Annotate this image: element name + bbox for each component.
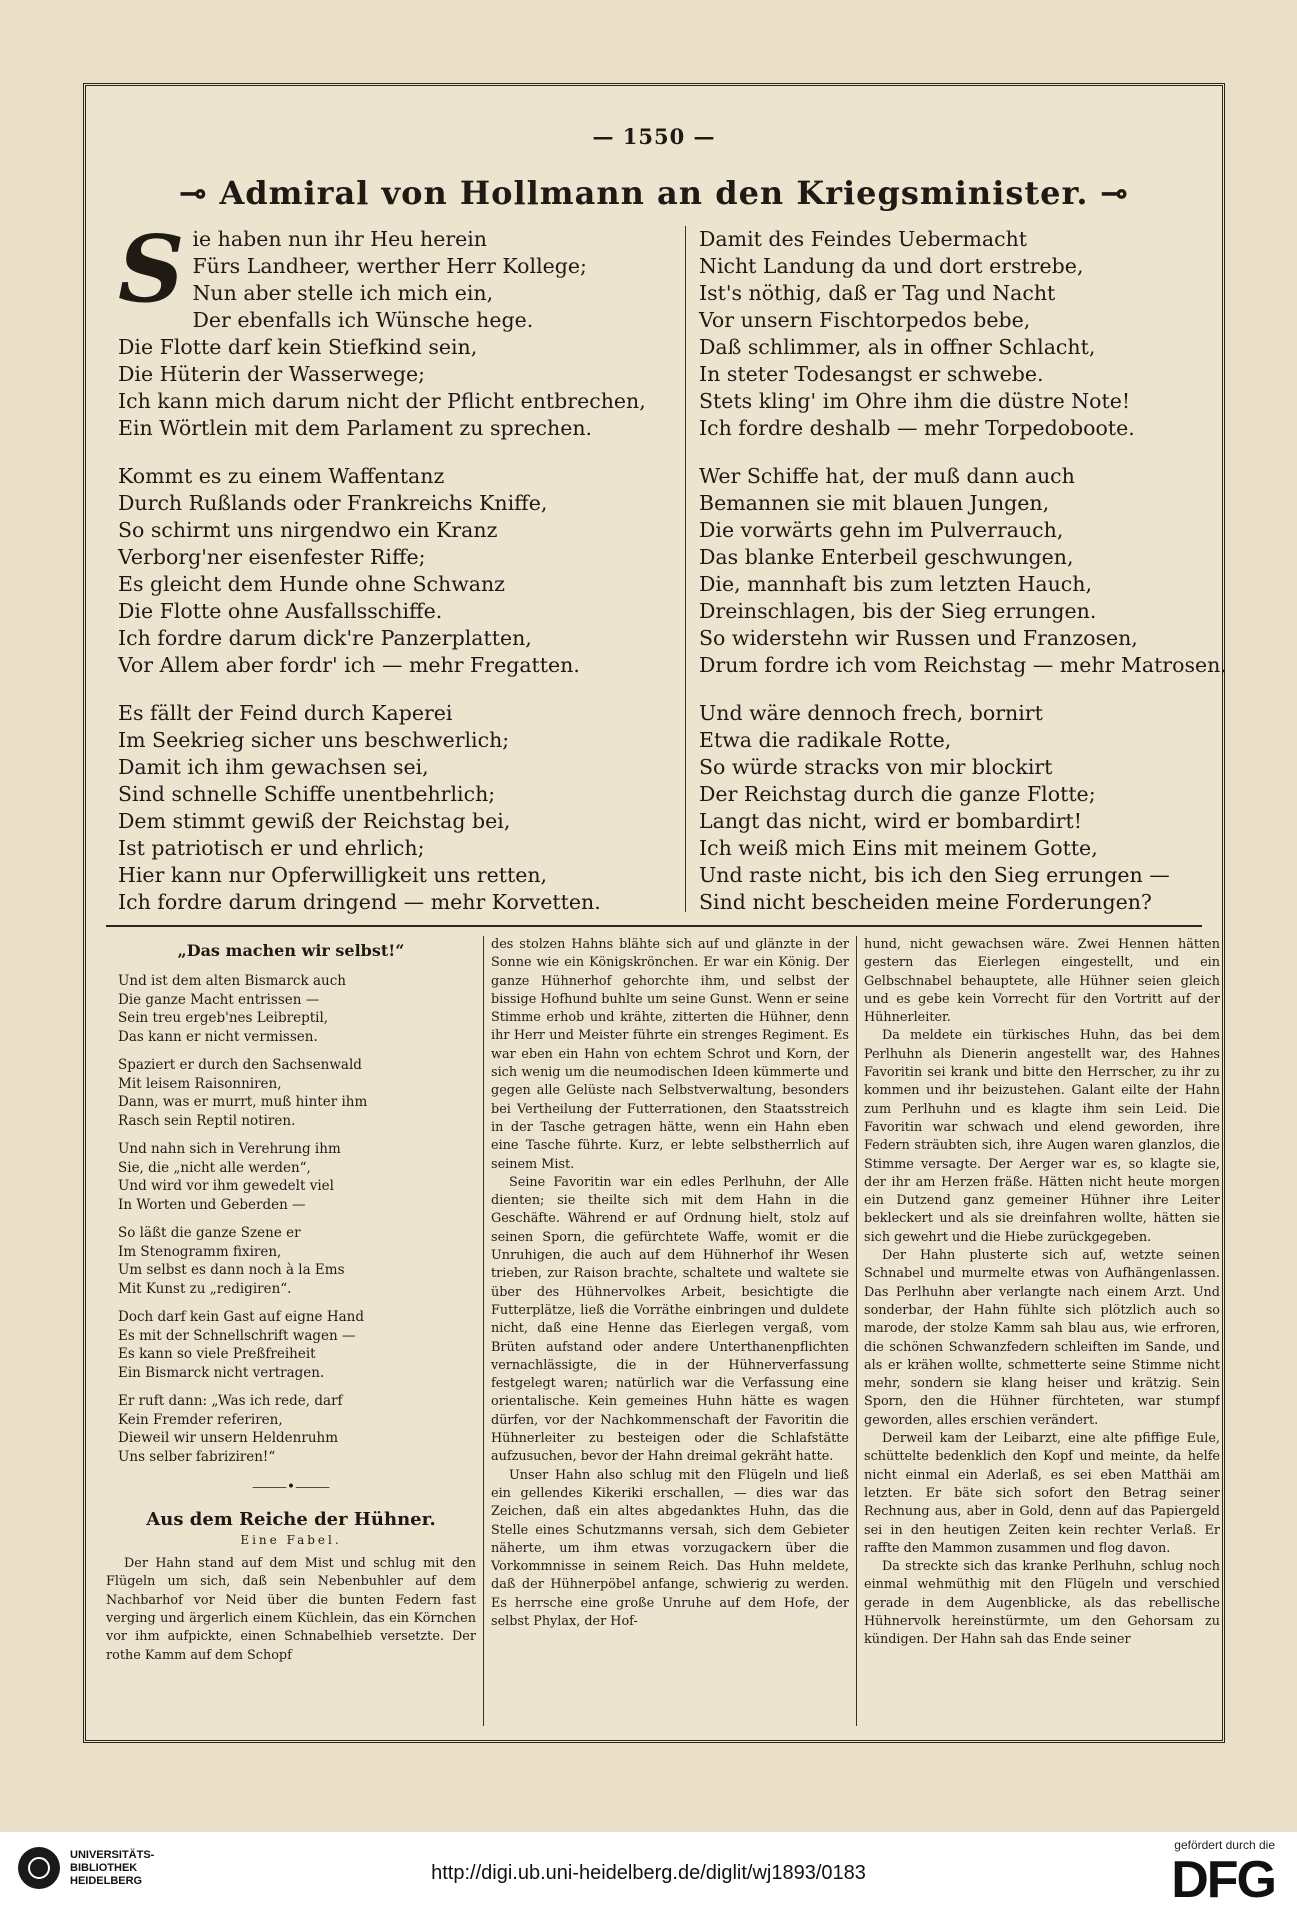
poem-line: Langt das nicht, wird er bombardirt! [699,809,1083,833]
text-column-2 [491,936,849,1631]
poem-line: Sein treu ergeb'nes Leibreptil, [118,1010,329,1027]
poem-line: Die vorwärts gehn im Pulverrauch, [699,518,1064,542]
poem-line: Und wird vor ihm gewedelt viel [118,1178,334,1195]
story-paragraph: Da streckte sich das kranke Perlhuhn, schlug noch einmal wehmüthig mit den Flügeln und verschied gerade in dem Augenblicke, als das rebellische Hühnervolk hereinstürmte, um den Gehorsam zu kündigen. Der Hahn sah das Ende seiner [864,1559,1220,1648]
funder-logo [1171,1838,1275,1908]
poem-line: Er ruft dann: „Was ich rede, darf [118,1393,343,1410]
dfg-logo: DFG [1171,1851,1275,1909]
permalink[interactable]: http://digi.ub.uni-heidelberg.de/diglit/wj1893/0183 [431,1862,866,1884]
poem-line: Und raste nicht, bis ich den Sieg errungen — [699,863,1170,887]
poem-line: Etwa die radikale Rotte, [699,728,952,752]
page-title: ⊸ Admiral von Hollmann an den Kriegsminister. ⊸ [179,174,1129,212]
story-paragraph: Derweil kam der Leibarzt, eine alte pfiffige Eule, schüttelte bedenklich den Kopf und meinte, da helfe nicht einmal ein Aderlaß, es sei eben Matthäi am letzten. Er bäte sich sofort den Betrag seiner Rechnung aus, aber in Gold, denn auf das Papiergeld sei in den heutigen Zeiten kein rechter Verlaß. Er raffte den Mammon zusammen und flog davon. [864,1431,1220,1556]
poem-line: Ich weiß mich Eins mit meinem Gotte, [699,836,1098,860]
poem-line: Dem stimmt gewiß der Reichstag bei, [118,809,511,833]
poem-line: Vor Allem aber fordr' ich — mehr Fregatten. [118,653,580,677]
poem-column-divider [685,226,686,912]
poem-stanza [699,226,1239,442]
poem-line: Die ganze Macht entrissen — [118,991,320,1008]
column-divider [483,936,484,1726]
poem-line: Im Seekrieg sicher uns beschwerlich; [118,728,510,752]
poem-line: So würde stracks von mir blockirt [699,755,1053,779]
poem-line: Die Hüterin der Wasserwege; [118,362,426,386]
poem-line: Uns selber fabriziren!“ [118,1448,276,1465]
library-name: UNIVERSITÄTS- BIBLIOTHEK HEIDELBERG [70,1848,155,1887]
poem-line: Es gleicht dem Hunde ohne Schwanz [118,572,505,596]
poem-left-column [118,215,658,937]
poem-line: Das blanke Enterbeil geschwungen, [699,545,1074,569]
story-paragraph: Der Hahn plusterte sich auf, wetzte seinen Schnabel und murmelte etwas von Aufhängenlassen. Das Perlhuhn aber verlangte nach einem Arzt. Und sonderbar, der Hahn fühlte sich plötzlich auch so marode, der stolze Kamm sah blau aus, wie erfroren, die schönen Schwanzfedern schleiften im Sande, und als er krähen wollte, schmetterte seine Stimme nicht mehr, sondern sie klang heiser und krätzig. Sein Sporn, den die Hühner fürchteten, war stumpf geworden, alles erschien verändert. [864,1248,1220,1428]
story-subtitle: Eine Fabel. [240,1532,342,1547]
poem-line: Hier kann nur Opferwilligkeit uns retten, [118,863,548,887]
poem-line: Ich fordre deshalb — mehr Torpedoboote. [699,416,1135,440]
text-column-1 [106,936,476,1665]
poem-line: Ist patriotisch er und ehrlich; [118,836,425,860]
poem-line: In Worten und Geberden — [118,1196,306,1213]
poem-line: Die Flotte ohne Ausfallsschiffe. [118,599,443,623]
poem-stanza [118,700,658,916]
poem-line: Die Flotte darf kein Stiefkind sein, [118,335,478,359]
poem-stanza [118,1056,476,1130]
poem-line: Dreinschlagen, bis der Sieg errungen. [699,599,1097,623]
poem-stanza [118,1308,476,1382]
poem-line: Ich fordre darum dick're Panzerplatten, [118,626,532,650]
poem-line: Der ebenfalls ich Wünsche hege. [192,308,534,332]
poem-line: Ich kann mich darum nicht der Pflicht entbrechen, [118,389,646,413]
poem-line: Stets kling' im Ohre ihm die düstre Note! [699,389,1131,413]
poem-stanza [118,1140,476,1214]
poem-line: Im Stenogramm fixiren, [118,1243,282,1260]
poem-line: Damit ich ihm gewachsen sei, [118,755,429,779]
story-paragraph: Da meldete ein türkisches Huhn, das bei dem Perlhuhn als Dienerin angestellt war, des Hahnes Favoritin sei krank und bitte den Herrscher, zu ihr zu kommen und ihr beizustehen. Galant eilte der Hahn zum Perlhuhn und es klagte ihm sein Leid. Die Favoritin war schwach und elend geworden, ihre Federn sträubten sich, ihre Augen waren glanzlos, die Stimme versagte. Der Aerger war es, so klagte sie, der ihr am Herzen fräße. Hätten nicht heute morgen ein Dutzend ganz gemeiner Hühner ihre Leiter bekleckert und als sie dreinfahren wollte, hätten sie sich gewehrt und die Hiebe zurückgegeben. [864,1028,1220,1245]
poem-line: Und ist dem alten Bismarck auch [118,973,346,990]
story-paragraph: des stolzen Hahns blähte sich auf und glänzte in der Sonne wie ein Königskrönchen. Er war ein König. Der ganze Hühnerhof gehorchte ihm, und selbst der bissige Hofhund buhlte um seine Gunst. Wenn er seine Stimme erhob und krähte, zitterten die Hühner, denn ihr Herr und Meister führte ein strenges Regiment. Es war eben ein Hahn von echtem Schrot und Korn, der sich wenig um die neumodischen Ideen kümmerte und gegen alle Gelüste nach Selbstverwaltung, besonders bei Vertheilung der Futterrationen, den Staatsstreich in der Tasche getragen hätte, wenn ein Hahn eben eine Tasche führte. Kurz, er lebte selbstherrlich auf seinem Mist. [491,937,849,1172]
text-column-3 [864,936,1220,1650]
column-divider [856,936,857,1726]
story-paragraph: Unser Hahn also schlug mit den Flügeln und ließ ein gellendes Kikeriki erschallen, — dies war das Zeichen, daß ein altes abgedanktes Huhn, das die Stelle eines Schutzmanns versah, sich dem Gebieter näherte, um ihm etwas vorzugackern über die Vorkommnisse in seinem Reich. Das Huhn meldete, daß der Hühnerpöbel anfange, schwierig zu werden. Es herrsche eine große Unruhe auf dem Hofe, der selbst Phylax, der Hof- [491,1467,849,1629]
poem-stanza [118,215,658,442]
poem-line: Und nahn sich in Verehrung ihm [118,1141,341,1158]
poem-line: Doch darf kein Gast auf eigne Hand [118,1309,364,1326]
poem-line: Es kann so viele Preßfreiheit [118,1346,316,1363]
section-divider [106,925,1202,927]
poem-stanza [118,1224,476,1298]
poem-line: Sie, die „nicht alle werden“, [118,1159,311,1176]
poem-line: Um selbst es dann noch à la Ems [118,1262,345,1279]
poem-line: Ich fordre darum dringend — mehr Korvetten. [118,890,601,914]
story-paragraph: Der Hahn stand auf dem Mist und schlug mit den Flügeln um sich, daß sein Nebenbuhler auf dem Nachbarhof vor Neid über die bunten Federn fast verging und ärgerlich einem Küchlein, das ein Körnchen vor ihm aufpickte, einen Schnabelhieb versetzte. Der rothe Kamm auf dem Schopf [106,1556,476,1663]
poem-line: Die, mannhaft bis zum letzten Hauch, [699,572,1092,596]
poem-line: Ein Bismarck nicht vertragen. [118,1364,325,1381]
poem-line: Kein Fremder referiren, [118,1411,283,1428]
poem-line: So läßt die ganze Szene er [118,1225,301,1242]
digitization-footer [0,1832,1297,1926]
poem-line: So schirmt uns nirgendwo ein Kranz [118,518,498,542]
poem-line: Der Reichstag durch die ganze Flotte; [699,782,1096,806]
poem-line: Daß schlimmer, als in offner Schlacht, [699,335,1096,359]
poem-line: Damit des Feindes Uebermacht [699,227,1028,251]
poem-line: Verborg'ner eisenfester Riffe; [118,545,426,569]
poem-line: Das kann er nicht vermissen. [118,1028,318,1045]
poem-line: Sind schnelle Schiffe unentbehrlich; [118,782,496,806]
poem-line: Spaziert er durch den Sachsenwald [118,1057,362,1074]
poem-right-column [699,226,1239,937]
poem-line: Kommt es zu einem Waffentanz [118,464,445,488]
poem-line: Es mit der Schnellschrift wagen — [118,1327,356,1344]
funding-note: gefördert durch die [1174,1838,1275,1852]
poem-title: „Das machen wir selbst!“ [177,941,405,960]
story-title: Aus dem Reiche der Hühner. [146,1508,436,1530]
poem-line: Dann, was er murrt, muß hinter ihm [118,1094,368,1111]
poem-line: Ein Wörtlein mit dem Parlament zu sprechen. [118,416,593,440]
poem-line: Dieweil wir unsern Heldenruhm [118,1430,339,1447]
poem-line: Rasch sein Reptil notiren. [118,1112,296,1129]
poem-line: Bemannen sie mit blauen Jungen, [699,491,1050,515]
poem-line: Drum fordre ich vom Reichstag — mehr Matrosen. [699,653,1227,677]
poem-line: Fürs Landheer, werther Herr Kollege; [192,254,587,278]
poem-stanza [118,972,476,1046]
poem-stanza [118,1392,476,1466]
poem-line: Sind nicht bescheiden meine Forderungen? [699,890,1152,914]
poem-line: Durch Rußlands oder Frankreichs Kniffe, [118,491,548,515]
poem-stanza [118,463,658,679]
poem-line: In steter Todesangst er schwebe. [699,362,1044,386]
poem-line: Vor unsern Fischtorpedos bebe, [699,308,1031,332]
page-frame [83,83,1225,1743]
ornament-divider: ⸻•⸻ [251,1479,331,1496]
poem-stanza [699,700,1239,916]
poem-line: So widerstehn wir Russen und Franzosen, [699,626,1138,650]
poem-line: Nun aber stelle ich mich ein, [192,281,494,305]
page-number: — 1550 — [592,124,716,149]
poem-line: Mit Kunst zu „redigiren“. [118,1280,292,1297]
dropcap-initial: S [118,215,185,323]
poem-line: Und wäre dennoch frech, bornirt [699,701,1043,725]
poem-line: Mit leisem Raisonniren, [118,1075,282,1092]
poem-stanza [699,463,1239,679]
story-paragraph: Seine Favoritin war ein edles Perlhuhn, der Alle dienten; sie theilte sich mit dem Hahn in die Geschäfte. Während er auf Ordnung hielt, stolz auf seinen Sporn, die gefürchtete Waffe, womit er die Unruhigen, die auch auf dem Hühnerhof ihr Wesen trieben, zur Raison brachte, schaltete und waltete sie über des Hühnervolkes Arbeit, besichtigte die Futterplätze, ließ die Vorräthe einbringen und duldete nicht, daß eine Henne das Eierlegen vergaß, vom Brüten aufstand oder andere Unterthanenpflichten vernachlässigte, die in der Hühnerverfassung festgelegt waren; natürlich war die Verfassung eine orientalische. Kein gemeines Huhn hätte es wagen dürfen, vor der Nachkommenschaft der Favoritin die Hühnerleiter zu besteigen oder die Schlafstätte aufzusuchen, bevor der Hahn dreimal gekräht hatte. [491,1174,849,1465]
poem-line: Nicht Landung da und dort erstrebe, [699,254,1084,278]
poem-line: Ist's nöthig, daß er Tag und Nacht [699,281,1056,305]
poem-line: Es fällt der Feind durch Kaperei [118,701,453,725]
poem-line: ie haben nun ihr Heu herein [192,227,488,251]
story-paragraph: hund, nicht gewachsen wäre. Zwei Hennen hätten gestern das Eierlegen eingestellt, und ein Gelbschnabel behauptete, alle Hühner seien gleich und es gebe kein Vorrecht für den Vortritt auf der Hühnerleiter. [864,937,1220,1026]
poem-line: Wer Schiffe hat, der muß dann auch [699,464,1075,488]
